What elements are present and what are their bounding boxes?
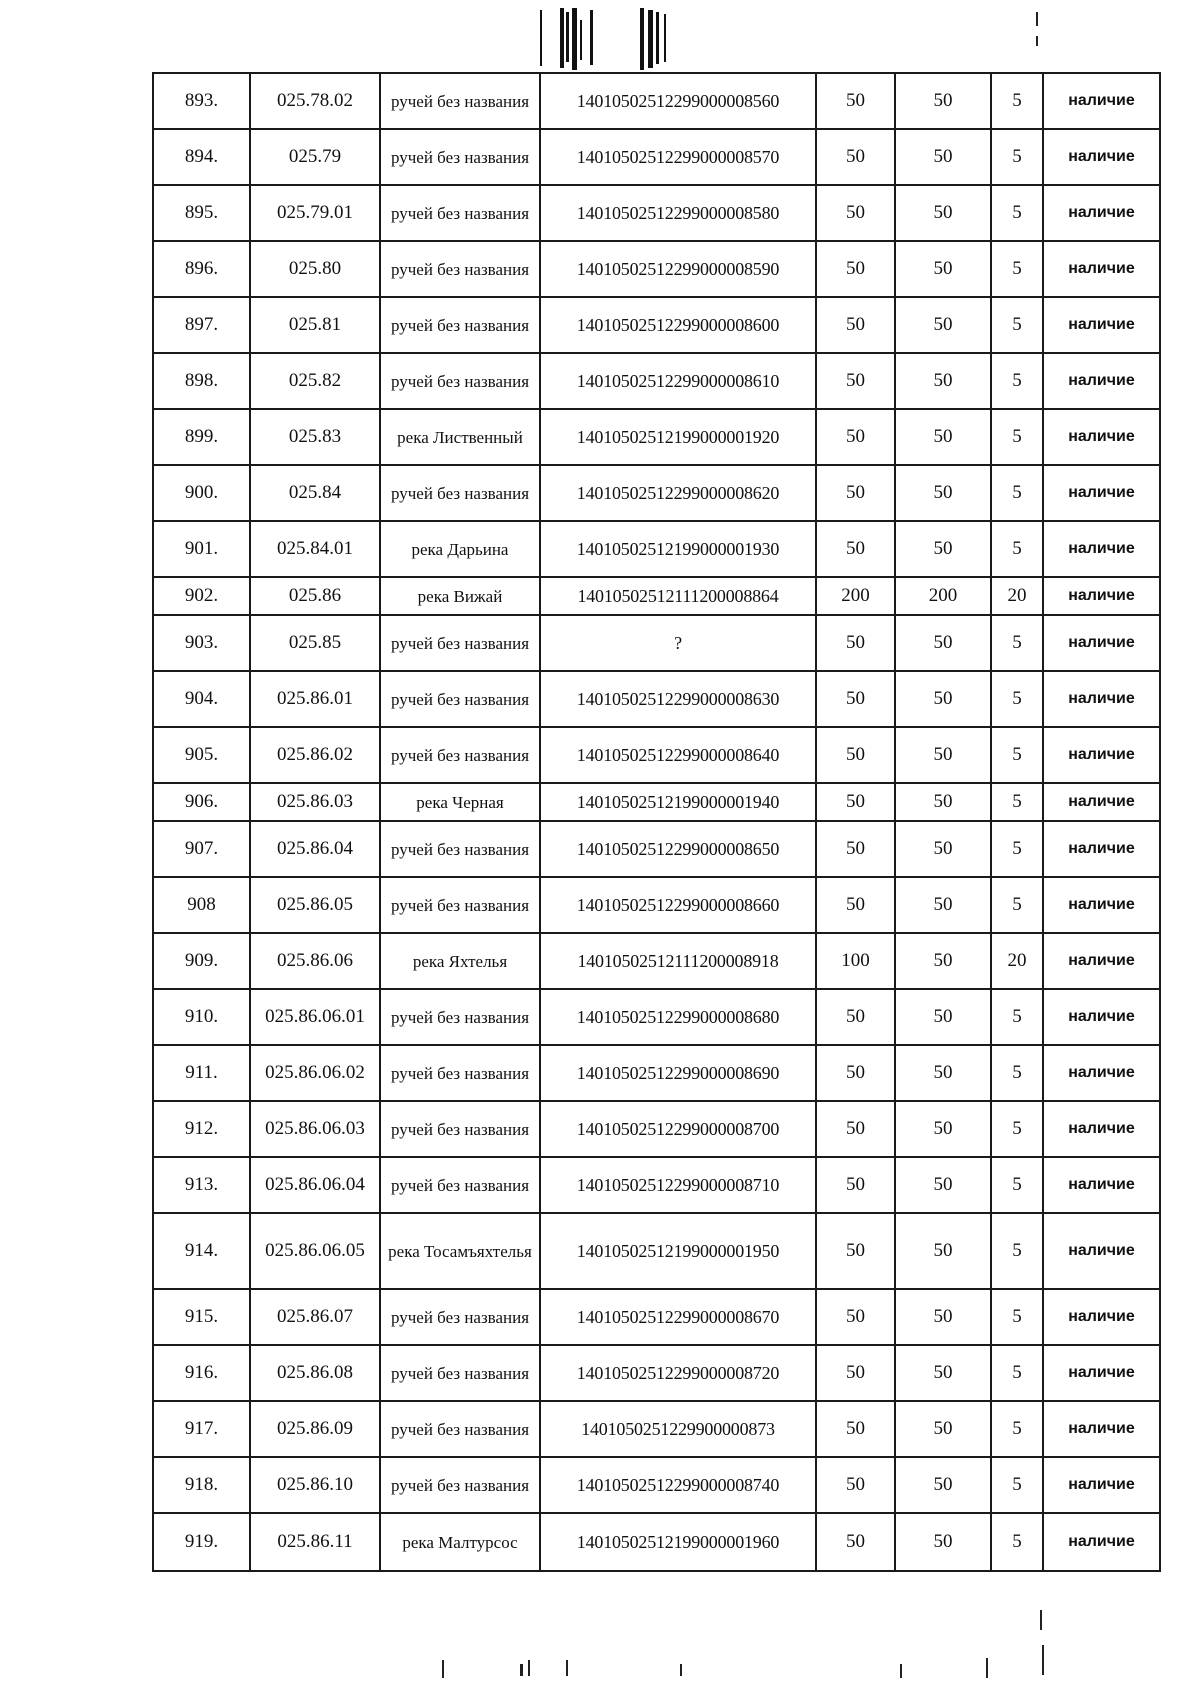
object-index-cell: 025.86.06.03	[250, 1101, 380, 1157]
value-1-cell: 50	[816, 409, 895, 465]
table-row	[153, 1513, 1160, 1571]
value-1-cell: 50	[816, 129, 895, 185]
registry-code-cell: 14010502512299000008640	[540, 727, 816, 783]
value-3-cell: 5	[991, 185, 1043, 241]
object-name-cell: река Черная	[380, 783, 540, 821]
status-cell: наличие	[1043, 185, 1160, 241]
row-number-cell: 915.	[153, 1289, 250, 1345]
registry-code-cell: 14010502512299000008580	[540, 185, 816, 241]
object-index-cell: 025.86.09	[250, 1401, 380, 1457]
status-cell: наличие	[1043, 1457, 1160, 1513]
value-3-cell: 5	[991, 1213, 1043, 1289]
registry-code-cell: 14010502512199000001920	[540, 409, 816, 465]
object-index-cell: 025.82	[250, 353, 380, 409]
status-cell: наличие	[1043, 877, 1160, 933]
value-3-cell: 5	[991, 465, 1043, 521]
status-cell: наличие	[1043, 989, 1160, 1045]
value-3-cell: 20	[991, 577, 1043, 615]
table-row	[153, 783, 1160, 821]
object-index-cell: 025.86.06.01	[250, 989, 380, 1045]
registry-code-cell: 14010502512199000001940	[540, 783, 816, 821]
object-name-cell: ручей без названия	[380, 1345, 540, 1401]
value-2-cell: 50	[895, 1101, 991, 1157]
status-cell: наличие	[1043, 1345, 1160, 1401]
object-name-cell: ручей без названия	[380, 353, 540, 409]
registry-code-cell: 14010502512299000008570	[540, 129, 816, 185]
object-index-cell: 025.86	[250, 577, 380, 615]
value-1-cell: 100	[816, 933, 895, 989]
value-2-cell: 200	[895, 577, 991, 615]
value-1-cell: 50	[816, 1457, 895, 1513]
status-cell: наличие	[1043, 1289, 1160, 1345]
row-number-cell: 913.	[153, 1157, 250, 1213]
table-row	[153, 821, 1160, 877]
status-cell: наличие	[1043, 465, 1160, 521]
registry-code-cell: 14010502512299000008650	[540, 821, 816, 877]
registry-code-cell: 14010502512299000008660	[540, 877, 816, 933]
object-name-cell: река Лиственный	[380, 409, 540, 465]
value-3-cell: 5	[991, 1101, 1043, 1157]
status-cell: наличие	[1043, 1401, 1160, 1457]
table-row	[153, 1457, 1160, 1513]
status-cell: наличие	[1043, 821, 1160, 877]
object-name-cell: ручей без названия	[380, 1401, 540, 1457]
status-cell: наличие	[1043, 353, 1160, 409]
status-cell: наличие	[1043, 73, 1160, 129]
table-row	[153, 577, 1160, 615]
status-cell: наличие	[1043, 241, 1160, 297]
object-name-cell: река Вижай	[380, 577, 540, 615]
row-number-cell: 910.	[153, 989, 250, 1045]
value-2-cell: 50	[895, 73, 991, 129]
object-name-cell: река Малтурсос	[380, 1513, 540, 1571]
row-number-cell: 907.	[153, 821, 250, 877]
value-3-cell: 5	[991, 1045, 1043, 1101]
object-index-cell: 025.79.01	[250, 185, 380, 241]
value-1-cell: 50	[816, 297, 895, 353]
row-number-cell: 911.	[153, 1045, 250, 1101]
status-cell: наличие	[1043, 783, 1160, 821]
value-1-cell: 200	[816, 577, 895, 615]
object-index-cell: 025.86.11	[250, 1513, 380, 1571]
registry-code-cell: 14010502512299000008560	[540, 73, 816, 129]
row-number-cell: 898.	[153, 353, 250, 409]
object-index-cell: 025.84	[250, 465, 380, 521]
object-name-cell: ручей без названия	[380, 185, 540, 241]
status-cell: наличие	[1043, 577, 1160, 615]
object-index-cell: 025.79	[250, 129, 380, 185]
registry-code-cell: 14010502512111200008864	[540, 577, 816, 615]
value-3-cell: 5	[991, 783, 1043, 821]
status-cell: наличие	[1043, 727, 1160, 783]
object-name-cell: ручей без названия	[380, 1101, 540, 1157]
object-name-cell: река Дарьина	[380, 521, 540, 577]
value-2-cell: 50	[895, 409, 991, 465]
table-row	[153, 1401, 1160, 1457]
value-2-cell: 50	[895, 521, 991, 577]
row-number-cell: 896.	[153, 241, 250, 297]
value-1-cell: 50	[816, 465, 895, 521]
value-2-cell: 50	[895, 1045, 991, 1101]
table-row	[153, 877, 1160, 933]
value-2-cell: 50	[895, 241, 991, 297]
table-row	[153, 73, 1160, 129]
value-3-cell: 5	[991, 1345, 1043, 1401]
status-cell: наличие	[1043, 297, 1160, 353]
registry-code-cell: 1401050251229900000873	[540, 1401, 816, 1457]
registry-code-cell: 14010502512299000008690	[540, 1045, 816, 1101]
value-2-cell: 50	[895, 1457, 991, 1513]
table-row	[153, 1345, 1160, 1401]
object-index-cell: 025.83	[250, 409, 380, 465]
value-1-cell: 50	[816, 1045, 895, 1101]
object-index-cell: 025.86.06.05	[250, 1213, 380, 1289]
value-1-cell: 50	[816, 1345, 895, 1401]
value-3-cell: 5	[991, 1401, 1043, 1457]
value-3-cell: 5	[991, 521, 1043, 577]
value-3-cell: 5	[991, 73, 1043, 129]
status-cell: наличие	[1043, 615, 1160, 671]
registry-code-cell: 14010502512199000001960	[540, 1513, 816, 1571]
registry-code-cell: 14010502512299000008670	[540, 1289, 816, 1345]
row-number-cell: 900.	[153, 465, 250, 521]
row-number-cell: 912.	[153, 1101, 250, 1157]
value-3-cell: 5	[991, 727, 1043, 783]
value-1-cell: 50	[816, 821, 895, 877]
object-name-cell: ручей без названия	[380, 1045, 540, 1101]
row-number-cell: 905.	[153, 727, 250, 783]
row-number-cell: 914.	[153, 1213, 250, 1289]
table-row	[153, 615, 1160, 671]
row-number-cell: 908	[153, 877, 250, 933]
object-index-cell: 025.86.01	[250, 671, 380, 727]
value-2-cell: 50	[895, 877, 991, 933]
object-index-cell: 025.85	[250, 615, 380, 671]
row-number-cell: 906.	[153, 783, 250, 821]
value-3-cell: 5	[991, 989, 1043, 1045]
status-cell: наличие	[1043, 1101, 1160, 1157]
object-index-cell: 025.78.02	[250, 73, 380, 129]
value-2-cell: 50	[895, 1157, 991, 1213]
object-index-cell: 025.86.04	[250, 821, 380, 877]
row-number-cell: 897.	[153, 297, 250, 353]
registry-code-cell: 14010502512111200008918	[540, 933, 816, 989]
object-name-cell: ручей без названия	[380, 615, 540, 671]
value-1-cell: 50	[816, 353, 895, 409]
value-2-cell: 50	[895, 783, 991, 821]
value-2-cell: 50	[895, 185, 991, 241]
value-1-cell: 50	[816, 241, 895, 297]
value-1-cell: 50	[816, 615, 895, 671]
object-index-cell: 025.86.07	[250, 1289, 380, 1345]
value-1-cell: 50	[816, 1513, 895, 1571]
value-2-cell: 50	[895, 297, 991, 353]
object-index-cell: 025.86.08	[250, 1345, 380, 1401]
status-cell: наличие	[1043, 1045, 1160, 1101]
table-row	[153, 129, 1160, 185]
value-3-cell: 5	[991, 1289, 1043, 1345]
value-1-cell: 50	[816, 521, 895, 577]
row-number-cell: 894.	[153, 129, 250, 185]
value-1-cell: 50	[816, 1101, 895, 1157]
registry-code-cell: 14010502512299000008610	[540, 353, 816, 409]
object-name-cell: ручей без названия	[380, 1457, 540, 1513]
value-2-cell: 50	[895, 1513, 991, 1571]
table-row	[153, 297, 1160, 353]
table-row	[153, 465, 1160, 521]
value-2-cell: 50	[895, 821, 991, 877]
table-row	[153, 1289, 1160, 1345]
table-row	[153, 1213, 1160, 1289]
object-index-cell: 025.86.06.04	[250, 1157, 380, 1213]
value-2-cell: 50	[895, 353, 991, 409]
object-index-cell: 025.86.02	[250, 727, 380, 783]
object-name-cell: ручей без названия	[380, 877, 540, 933]
value-3-cell: 5	[991, 241, 1043, 297]
row-number-cell: 903.	[153, 615, 250, 671]
value-1-cell: 50	[816, 73, 895, 129]
value-2-cell: 50	[895, 129, 991, 185]
value-3-cell: 5	[991, 129, 1043, 185]
object-index-cell: 025.86.06	[250, 933, 380, 989]
status-cell: наличие	[1043, 1157, 1160, 1213]
row-number-cell: 901.	[153, 521, 250, 577]
object-name-cell: ручей без названия	[380, 465, 540, 521]
registry-code-cell: 14010502512299000008620	[540, 465, 816, 521]
value-3-cell: 20	[991, 933, 1043, 989]
value-2-cell: 50	[895, 1345, 991, 1401]
object-name-cell: ручей без названия	[380, 989, 540, 1045]
object-index-cell: 025.84.01	[250, 521, 380, 577]
object-name-cell: ручей без названия	[380, 1289, 540, 1345]
registry-code-cell: 14010502512199000001950	[540, 1213, 816, 1289]
table-row	[153, 1045, 1160, 1101]
registry-code-cell: 14010502512199000001930	[540, 521, 816, 577]
value-2-cell: 50	[895, 1213, 991, 1289]
table-body	[153, 73, 1160, 1571]
value-1-cell: 50	[816, 1157, 895, 1213]
value-3-cell: 5	[991, 409, 1043, 465]
value-3-cell: 5	[991, 877, 1043, 933]
value-2-cell: 50	[895, 671, 991, 727]
value-3-cell: 5	[991, 1513, 1043, 1571]
table-row	[153, 353, 1160, 409]
table-row	[153, 727, 1160, 783]
value-3-cell: 5	[991, 1457, 1043, 1513]
registry-code-cell: ?	[540, 615, 816, 671]
registry-code-cell: 14010502512299000008680	[540, 989, 816, 1045]
object-index-cell: 025.86.10	[250, 1457, 380, 1513]
status-cell: наличие	[1043, 671, 1160, 727]
registry-code-cell: 14010502512299000008600	[540, 297, 816, 353]
row-number-cell: 917.	[153, 1401, 250, 1457]
value-2-cell: 50	[895, 465, 991, 521]
status-cell: наличие	[1043, 933, 1160, 989]
registry-code-cell: 14010502512299000008740	[540, 1457, 816, 1513]
value-3-cell: 5	[991, 297, 1043, 353]
value-3-cell: 5	[991, 615, 1043, 671]
value-1-cell: 50	[816, 1289, 895, 1345]
status-cell: наличие	[1043, 521, 1160, 577]
object-name-cell: ручей без названия	[380, 297, 540, 353]
status-cell: наличие	[1043, 1213, 1160, 1289]
row-number-cell: 904.	[153, 671, 250, 727]
table-row	[153, 241, 1160, 297]
row-number-cell: 909.	[153, 933, 250, 989]
status-cell: наличие	[1043, 409, 1160, 465]
table-row	[153, 409, 1160, 465]
object-index-cell: 025.86.05	[250, 877, 380, 933]
value-2-cell: 50	[895, 727, 991, 783]
registry-code-cell: 14010502512299000008710	[540, 1157, 816, 1213]
table-row	[153, 989, 1160, 1045]
object-name-cell: ручей без названия	[380, 727, 540, 783]
value-1-cell: 50	[816, 1213, 895, 1289]
row-number-cell: 899.	[153, 409, 250, 465]
row-number-cell: 919.	[153, 1513, 250, 1571]
registry-code-cell: 14010502512299000008590	[540, 241, 816, 297]
object-name-cell: река Тосамъяхтелья	[380, 1213, 540, 1289]
registry-code-cell: 14010502512299000008630	[540, 671, 816, 727]
value-3-cell: 5	[991, 821, 1043, 877]
value-2-cell: 50	[895, 615, 991, 671]
value-1-cell: 50	[816, 671, 895, 727]
object-name-cell: ручей без названия	[380, 73, 540, 129]
value-1-cell: 50	[816, 783, 895, 821]
value-3-cell: 5	[991, 353, 1043, 409]
punch-hole-marks	[540, 8, 666, 70]
value-3-cell: 5	[991, 671, 1043, 727]
object-name-cell: ручей без названия	[380, 1157, 540, 1213]
value-1-cell: 50	[816, 989, 895, 1045]
value-2-cell: 50	[895, 989, 991, 1045]
row-number-cell: 895.	[153, 185, 250, 241]
value-1-cell: 50	[816, 185, 895, 241]
object-name-cell: ручей без названия	[380, 821, 540, 877]
row-number-cell: 893.	[153, 73, 250, 129]
row-number-cell: 916.	[153, 1345, 250, 1401]
table-row	[153, 185, 1160, 241]
row-number-cell: 902.	[153, 577, 250, 615]
value-2-cell: 50	[895, 1289, 991, 1345]
value-1-cell: 50	[816, 877, 895, 933]
registry-code-cell: 14010502512299000008720	[540, 1345, 816, 1401]
registry-code-cell: 14010502512299000008700	[540, 1101, 816, 1157]
table-row	[153, 1157, 1160, 1213]
object-index-cell: 025.80	[250, 241, 380, 297]
value-2-cell: 50	[895, 1401, 991, 1457]
table-row	[153, 933, 1160, 989]
water-objects-table	[152, 72, 1161, 1572]
table-row	[153, 671, 1160, 727]
status-cell: наличие	[1043, 1513, 1160, 1571]
status-cell: наличие	[1043, 129, 1160, 185]
table-row	[153, 521, 1160, 577]
object-index-cell: 025.86.03	[250, 783, 380, 821]
value-1-cell: 50	[816, 1401, 895, 1457]
value-3-cell: 5	[991, 1157, 1043, 1213]
object-name-cell: река Яхтелья	[380, 933, 540, 989]
row-number-cell: 918.	[153, 1457, 250, 1513]
object-name-cell: ручей без названия	[380, 671, 540, 727]
value-1-cell: 50	[816, 727, 895, 783]
object-index-cell: 025.86.06.02	[250, 1045, 380, 1101]
object-name-cell: ручей без названия	[380, 241, 540, 297]
object-name-cell: ручей без названия	[380, 129, 540, 185]
object-index-cell: 025.81	[250, 297, 380, 353]
value-2-cell: 50	[895, 933, 991, 989]
table-row	[153, 1101, 1160, 1157]
